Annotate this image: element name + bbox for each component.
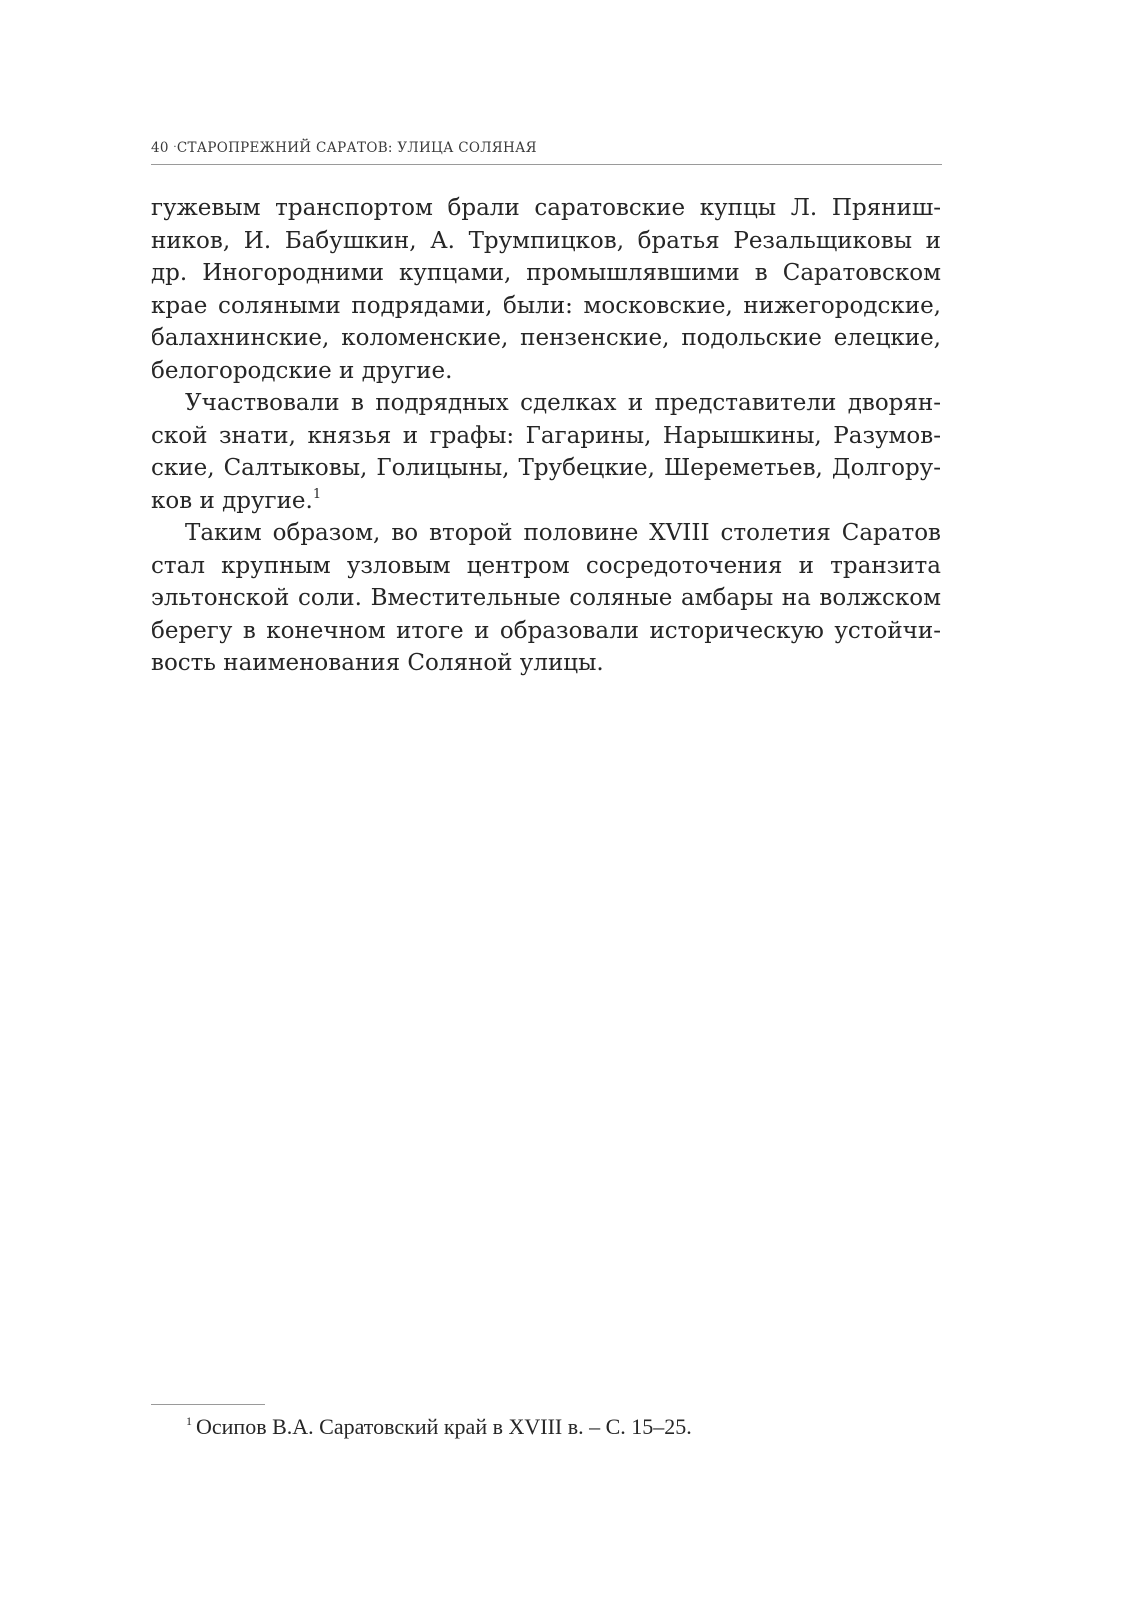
running-head <box>151 140 941 156</box>
footnote-text: Осипов В.А. Саратовский край в XVIII в. – С. 15–25. <box>196 1414 692 1439</box>
text-line-with-footnote <box>151 485 941 518</box>
running-title: СТАРОПРЕЖНИЙ САРАТОВ: УЛИЦА СОЛЯНАЯ <box>176 140 537 156</box>
text-line: Таким образом, во второй половине XVIII столетия Саратов <box>185 520 941 546</box>
text-line: др. Иногородними купцами, промышлявшими в Саратовском <box>151 260 941 286</box>
footnote-reference[interactable]: 1 <box>312 486 322 502</box>
body-text <box>151 192 941 680</box>
text-line: балахнинские, коломенские, пензенские, подольские елецкие, <box>151 325 941 351</box>
text-line: ников, И. Бабушкин, А. Трумпицков, братья Резальщиковы и <box>151 227 941 254</box>
header-separator: · <box>173 142 177 153</box>
header-rule <box>151 164 942 165</box>
footnote-rule <box>151 1404 265 1405</box>
text-line: гужевым транспортом брали саратовские купцы Л. Пряниш- <box>151 195 941 221</box>
text-line: стал крупным узловым центром сосредоточения и транзита <box>151 552 941 579</box>
page-number: 40 <box>151 140 169 156</box>
text-line: эльтонской соли. Вместительные соляные амбары на волжском <box>151 585 941 611</box>
footnote-marker: 1 <box>186 1414 192 1428</box>
text-line: Участвовали в подрядных сделках и представители дворян- <box>185 390 941 416</box>
text-line: ской знати, князья и графы: Гагарины, Нарышкины, Разумов- <box>151 422 941 449</box>
text-line: ков и другие. <box>151 487 313 514</box>
text-line: берегу в конечном итоге и образовали историческую устойчи- <box>151 617 941 644</box>
footnote <box>186 1412 692 1442</box>
text-line: крае соляными подрядами, были: московские, нижегородские, <box>151 292 941 319</box>
text-line: белогородские и другие. <box>151 357 453 384</box>
text-line: вость наименования Соляной улицы. <box>151 650 604 676</box>
text-line: ские, Салтыковы, Голицыны, Трубецкие, Шереметьев, Долгору- <box>151 455 941 481</box>
